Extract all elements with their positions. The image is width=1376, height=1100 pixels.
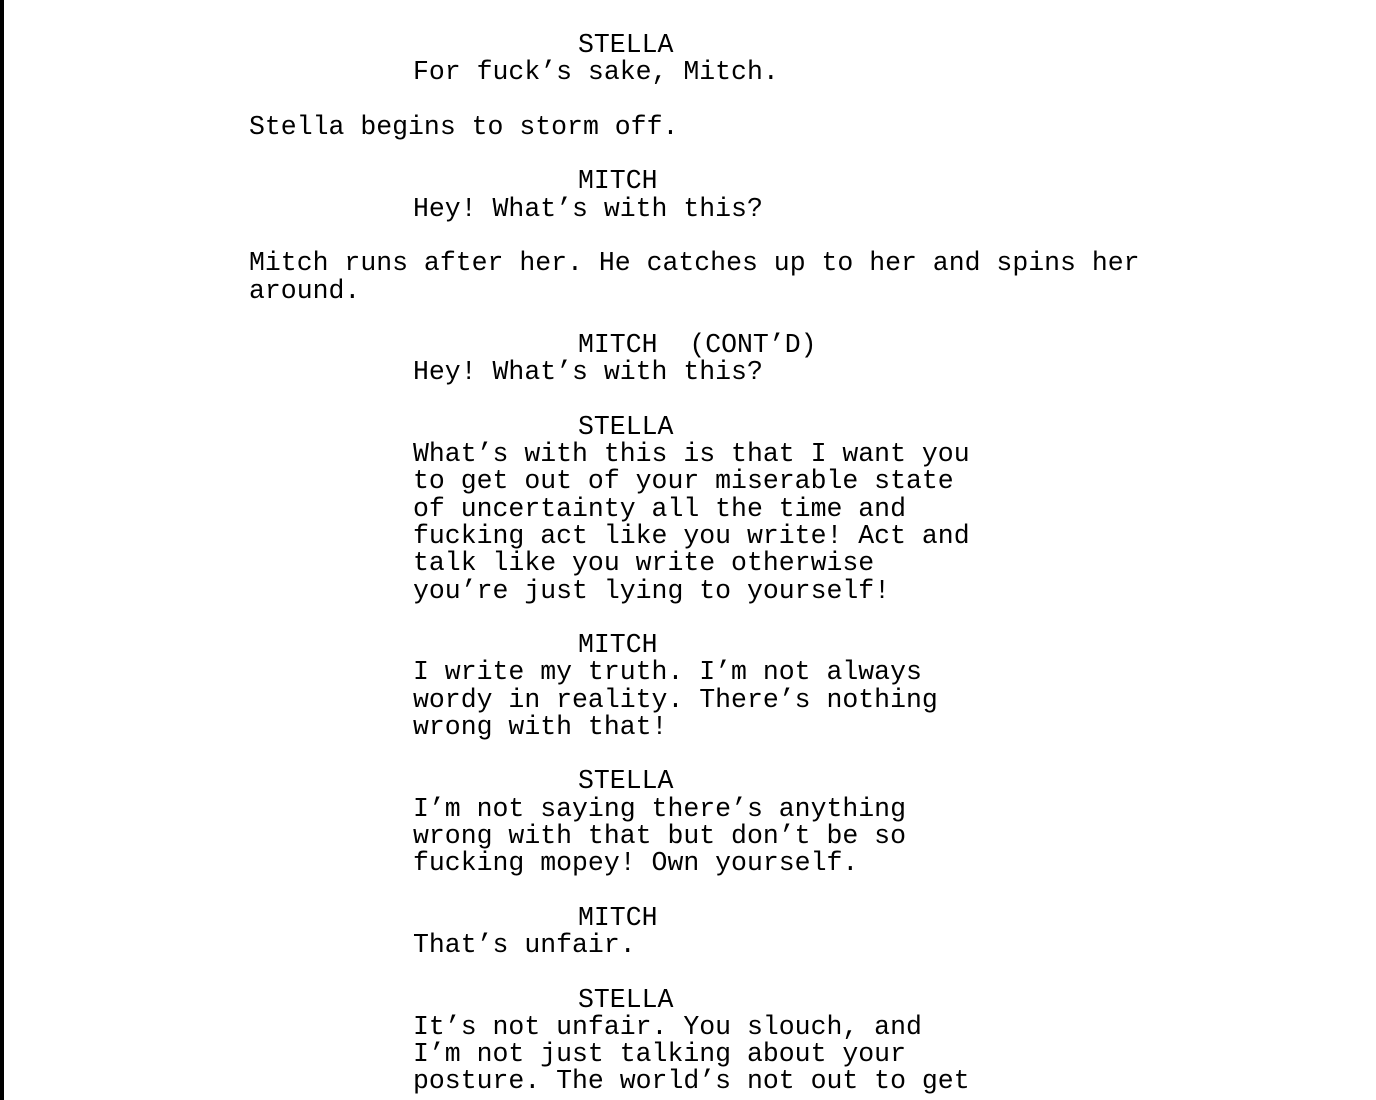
character-cue: STELLA (578, 766, 674, 796)
dialogue-line: I write my truth. I’m not always (413, 657, 922, 687)
dialogue-line: fucking act like you write! Act and (413, 521, 970, 551)
dialogue-line: to get out of your miserable state (413, 466, 954, 496)
dialogue-line: wrong with that! (413, 712, 668, 742)
action-line: around. (249, 276, 361, 306)
character-cue: STELLA (578, 30, 674, 60)
action-line: Mitch runs after her. He catches up to her and spins her (249, 248, 1140, 278)
dialogue-line: For fuck’s sake, Mitch. (413, 57, 779, 87)
dialogue-line: Hey! What’s with this? (413, 194, 763, 224)
character-cue: MITCH (578, 630, 658, 660)
character-cue: MITCH (578, 166, 658, 196)
dialogue-line: wordy in reality. There’s nothing (413, 685, 938, 715)
dialogue-line: of uncertainty all the time and (413, 494, 906, 524)
dialogue-line: It’s not unfair. You slouch, and (413, 1012, 922, 1042)
dialogue-line: talk like you write otherwise (413, 548, 875, 578)
dialogue-line: I’m not just talking about your (413, 1039, 906, 1069)
dialogue-line: Hey! What’s with this? (413, 357, 763, 387)
dialogue-line: posture. The world’s not out to get (413, 1066, 970, 1096)
dialogue-line: you’re just lying to yourself! (413, 576, 891, 606)
character-cue: MITCH (578, 903, 658, 933)
dialogue-line: That’s unfair. (413, 930, 636, 960)
dialogue-line: wrong with that but don’t be so (413, 821, 906, 851)
dialogue-line: I’m not saying there’s anything (413, 794, 906, 824)
character-cue: STELLA (578, 412, 674, 442)
character-cue: STELLA (578, 985, 674, 1015)
dialogue-line: What’s with this is that I want you (413, 439, 970, 469)
dialogue-line: fucking mopey! Own yourself. (413, 848, 859, 878)
action-line: Stella begins to storm off. (249, 112, 679, 142)
character-cue: MITCH (CONT’D) (578, 330, 817, 360)
